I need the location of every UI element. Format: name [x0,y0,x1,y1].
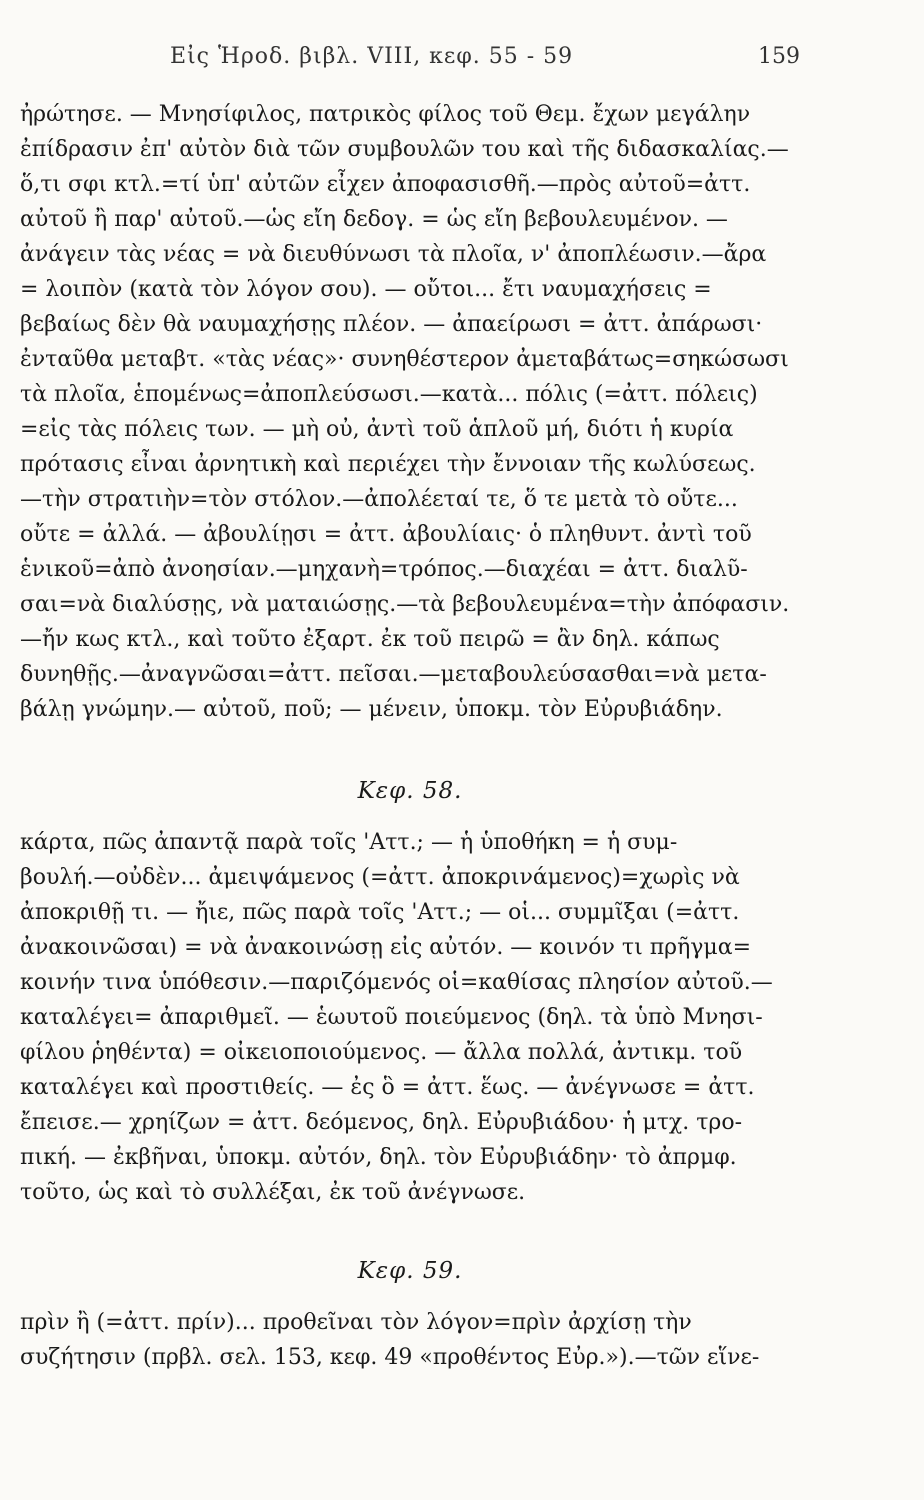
book-page [20,30,800,1470]
text-line: ἐνταῦθα μεταβτ. «τὰς νέας»· συνηθέστερον ἀμεταβάτως=σηκώσωσι [20,347,789,372]
text-line: ἐπίδρασιν ἐπ' αὐτὸν διὰ τῶν συμβουλῶν του καὶ τῆς διδασκαλίας.— [20,137,789,162]
text-line: συζήτησιν (πρβλ. σελ. 153, κεφ. 49 «προθέντος Εὐρ.»).—τῶν εἵνε- [20,1345,760,1370]
text-line: φίλου ῥηθέντα) = οἰκειοποιούμενος. — ἄλλα πολλά, ἀντικμ. τοῦ [20,1040,743,1065]
text-line: ἔπεισε.— χρηίζων = ἀττ. δεόμενος, δηλ. Εὐρυβιάδου· ἡ μτχ. τρο- [20,1110,743,1135]
text-line: —τὴν στρατιὴν=τὸν στόλον.—ἀπολέεταί τε, ὅ τε μετὰ τὸ οὔτε... [20,487,738,512]
text-line: —ἤν κως κτλ., καὶ τοῦτο ἐξαρτ. ἐκ τοῦ πειρῶ = ἂν δηλ. κάπως [20,627,720,652]
text-line: βεβαίως δὲν θὰ ναυμαχήσῃς πλέον. — ἀπαείρωσι = ἀττ. ἀπάρωσι· [20,312,763,337]
text-line: ἠρώτησε. — Μνησίφιλος, πατρικὸς φίλος τοῦ Θεμ. ἔχων μεγάλην [20,102,751,127]
text-line: πρὶν ἢ (=ἀττ. πρίν)... προθεῖναι τὸν λόγον=πρὶν ἀρχίσῃ τὴν [20,1310,692,1335]
text-line: βάλῃ γνώμην.— αὐτοῦ, ποῦ; — μένειν, ὑποκμ. τὸν Εὐρυβιάδην. [20,697,723,722]
text-line: κάρτα, πῶς ἀπαντᾷ παρὰ τοῖς 'Αττ.; — ἡ ὑποθήκη = ἡ συμ- [20,830,678,855]
page-number: 159 [758,44,800,69]
text-line: τοῦτο, ὡς καὶ τὸ συλλέξαι, ἐκ τοῦ ἀνέγνωσε. [20,1180,526,1205]
chapter-heading-58: Κεφ. 58. [357,778,463,804]
text-line: οὔτε = ἀλλά. — ἀβουλίῃσι = ἀττ. ἀβουλίαις· ὁ πληθυντ. ἀντὶ τοῦ [20,522,752,547]
text-line: κοινήν τινα ὑπόθεσιν.—παριζόμενός οἱ=καθίσας πλησίον αὐτοῦ.— [20,970,773,995]
text-line: αὐτοῦ ἢ παρ' αὐτοῦ.—ὡς εἴη δεδογ. = ὡς εἴη βεβουλευμένον. — [20,207,728,232]
text-line: καταλέγει καὶ προστιθείς. — ἐς ὃ = ἀττ. ἕως. — ἀνέγνωσε = ἀττ. [20,1075,755,1100]
text-line: καταλέγει= ἀπαριθμεῖ. — ἑωυτοῦ ποιεύμενος (δηλ. τὰ ὑπὸ Μνησι- [20,1005,763,1030]
chapter-heading-59: Κεφ. 59. [357,1258,463,1284]
text-line: ἀποκριθῇ τι. — ἤιε, πῶς παρὰ τοῖς 'Αττ.; — οἱ... συμμῖξαι (=ἀττ. [20,900,740,925]
text-line: ἀνάγειν τὰς νέας = νὰ διευθύνωσι τὰ πλοῖα, ν' ἀποπλέωσιν.—ἄρα [20,242,767,267]
text-line: =εἰς τὰς πόλεις των. — μὴ οὐ, ἀντὶ τοῦ ἁπλοῦ μή, διότι ἡ κυρία [20,417,734,442]
text-line: πρότασις εἶναι ἀρνητικὴ καὶ περιέχει τὴν ἔννοιαν τῆς κωλύσεως. [20,452,756,477]
text-line: βουλή.—οὐδὲν... ἀμειψάμενος (=ἀττ. ἀποκρινάμενος)=χωρὶς νὰ [20,865,740,890]
text-line: ὅ,τι σφι κτλ.=τί ὑπ' αὐτῶν εἶχεν ἀποφασισθῆ.—πρὸς αὐτοῦ=ἀττ. [20,172,751,197]
text-line: δυνηθῇς.—ἀναγνῶσαι=ἀττ. πεῖσαι.—μεταβουλεύσασθαι=νὰ μετα- [20,662,767,687]
text-line: ἑνικοῦ=ἀπὸ ἀνοησίαν.—μηχανὴ=τρόπος.—διαχέαι = ἀττ. διαλῦ- [20,557,748,582]
text-line: ἀνακοινῶσαι) = νὰ ἀνακοινώσῃ εἰς αὐτόν. — κοινόν τι πρῆγμα= [20,935,752,960]
page-header [20,44,800,84]
text-line: = λοιπὸν (κατὰ τὸν λόγον σου). — οὔτοι... ἔτι ναυμαχήσεις = [20,277,712,302]
text-line: τὰ πλοῖα, ἑπομένως=ἀποπλεύσωσι.—κατὰ... πόλις (=ἀττ. πόλεις) [20,382,758,407]
running-head: Εἰς Ἡροδ. βιβλ. VIII, κεφ. 55 - 59 [170,44,574,69]
text-line: σαι=νὰ διαλύσῃς, νὰ ματαιώσῃς.—τὰ βεβουλευμένα=τὴν ἀπόφασιν. [20,592,790,617]
text-line: πική. — ἐκβῆναι, ὑποκμ. αὐτόν, δηλ. τὸν Εὐρυβιάδην· τὸ ἀπρμφ. [20,1145,737,1170]
